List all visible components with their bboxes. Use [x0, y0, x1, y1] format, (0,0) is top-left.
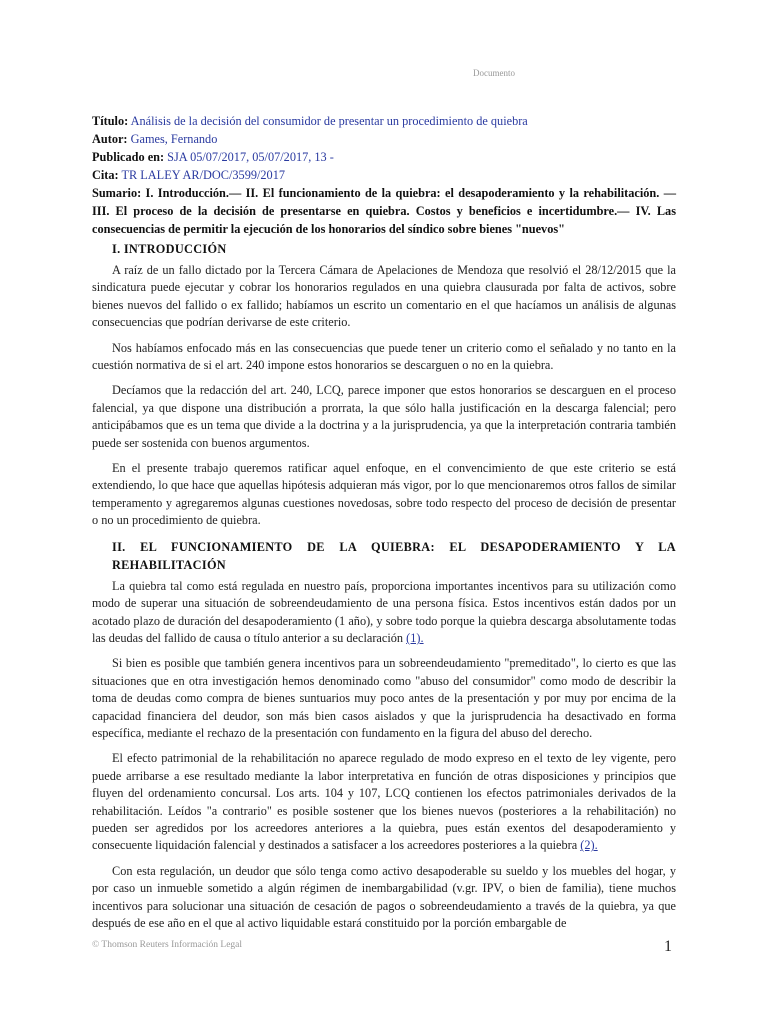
paragraph-text: El efecto patrimonial de la rehabilitación no aparece regulado de modo expreso en el texto de ley vigente, pero puede arribarse a ese resultado mediante la labor interpretativa en función de otras disposiciones y principios que fluyen del ordenamiento concursal. Los arts. 104 y 107, LCQ contienen los efectos patrimoniales derivados de la rehabilitación. Leídos "a contrario" es posible sostener que los bienes nuevos (posteriores a la rehabilitación) no pueden ser agredidos por los acreedores anteriores a la quiebra, pues están exentos del desapoderamiento y consecuente liquidación falencial y destinados a satisfacer a los acreedores posteriores a la quiebra [92, 751, 676, 853]
meta-published-value[interactable]: SJA 05/07/2017, 05/07/2017, 13 - [167, 150, 334, 164]
paragraph: Si bien es posible que también genera incentivos para un sobreendeudamiento "premeditado", lo cierto es que las situaciones que en otra investigación hemos denominado como "abuso del consumidor" como modo de describir la toma de deudas como compra de bienes suntuarios muy poco antes de la presentación y por muy por encima de la capacidad financiera del deudor, son más bien casos aislados y que la jurisprudencia ha desactivado en forma específica, mediante el rechazo de la presentación con fundamento en la figura del abuso del derecho. [92, 656, 676, 740]
meta-author-key: Autor: [92, 132, 128, 146]
paragraph: A raíz de un fallo dictado por la Tercera Cámara de Apelaciones de Mendoza que resolvió el 28/12/2015 que la sindicatura puede ejecutar y cobrar los honorarios regulados en una quiebra clausurada por falta de activos, sobre bienes nuevos del fallido o ex fallido; habíamos un escrito un comentario en el que hacíamos un análisis de algunas consecuencias que podrían derivarse de este criterio. [92, 263, 676, 330]
meta-cite-key: Cita: [92, 168, 119, 182]
section-heading-introduccion: I. INTRODUCCIÓN [112, 242, 227, 256]
paragraph: Decíamos que la redacción del art. 240, LCQ, parece imponer que estos honorarios se descarguen en el proceso falencial, ya que dispone una distribución a prorrata, la que sólo halla justificación en la descarga falencial; pero anticipábamos que es un tema que divide a la doctrina y a la jurisprudencia, ya que la interpretación contraria también puede ser sostenida con buenos argumentos. [92, 383, 676, 450]
section-heading-funcionamiento: II. EL FUNCIONAMIENTO DE LA QUIEBRA: EL DESAPODERAMIENTO Y LA REHABILITACIÓN [112, 539, 676, 572]
meta-author-row [92, 130, 676, 148]
paragraph [92, 750, 676, 854]
meta-cite-row [92, 166, 676, 184]
paragraph: Nos habíamos enfocado más en las consecuencias que puede tener un criterio como el señalado y no tanto en la cuestión normativa de si el art. 240 impone estos honorarios se descarguen o no en la quiebra. [92, 340, 676, 373]
paragraph [92, 578, 676, 648]
page-number: 1 [664, 938, 672, 955]
document-summary: Sumario: I. Introducción.— II. El funcionamiento de la quiebra: el desapoderamiento y la rehabilitación. — III. El proceso de la decisión de presentarse en quiebra. Costos y beneficios e incertidumbre.— IV. Las consecuencias de permitir la ejecución de los honorarios del síndico sobre bienes "nuevos" [92, 186, 676, 236]
meta-title-value[interactable]: Análisis de la decisión del consumidor de presentar un procedimiento de quiebra [130, 114, 528, 128]
paragraph: En el presente trabajo queremos ratificar aquel enfoque, en el convencimiento de que este criterio se está extendiendo, lo que hace que aquellas hipótesis adquieran más vigor, por lo que mencionaremos otros fallos de similar temperamento y agregaremos algunas cuestiones novedosas, sobre todo respecto del proceso de decisión de presentar o no un procedimiento de quiebra. [92, 461, 676, 528]
document-header-label: Documento [473, 68, 515, 78]
footnote-link-2[interactable]: (2). [580, 838, 598, 853]
paragraph-text: La quiebra tal como está regulada en nuestro país, proporciona importantes incentivos para su utilización como modo de superar una situación de sobreendeudamiento de una persona física. Estos incentivos están dados por un acotado plazo de duración del desapoderamiento (1 año), y sobre todo porque la quiebra descarga absolutamente todas las deudas del fallido de causa o título anterior a su declaración [92, 578, 676, 645]
meta-title-row [92, 112, 676, 130]
meta-author-value[interactable]: Games, Fernando [130, 132, 218, 146]
footnote-link-1[interactable]: (1). [406, 630, 424, 645]
document-metadata [92, 112, 676, 184]
meta-cite-value[interactable]: TR LALEY AR/DOC/3599/2017 [121, 168, 286, 182]
paragraph: Con esta regulación, un deudor que sólo tenga como activo desapoderable su sueldo y los muebles del hogar, y por caso un inmueble sometido a algún régimen de inembargabilidad (v.gr. IPV, o bien de familia), tiene muchos incentivos para solucionar una situación de cesación de pagos o sobreendeudamiento a través de la quiebra, ya que después de ese año en el que al activo liquidable estará constituido por la porción embargable de [92, 863, 676, 930]
footer-copyright: © Thomson Reuters Información Legal [92, 940, 243, 950]
meta-published-key: Publicado en: [92, 150, 165, 164]
document-body [92, 184, 676, 940]
meta-title-key: Título: [92, 114, 129, 128]
meta-published-row [92, 148, 676, 166]
